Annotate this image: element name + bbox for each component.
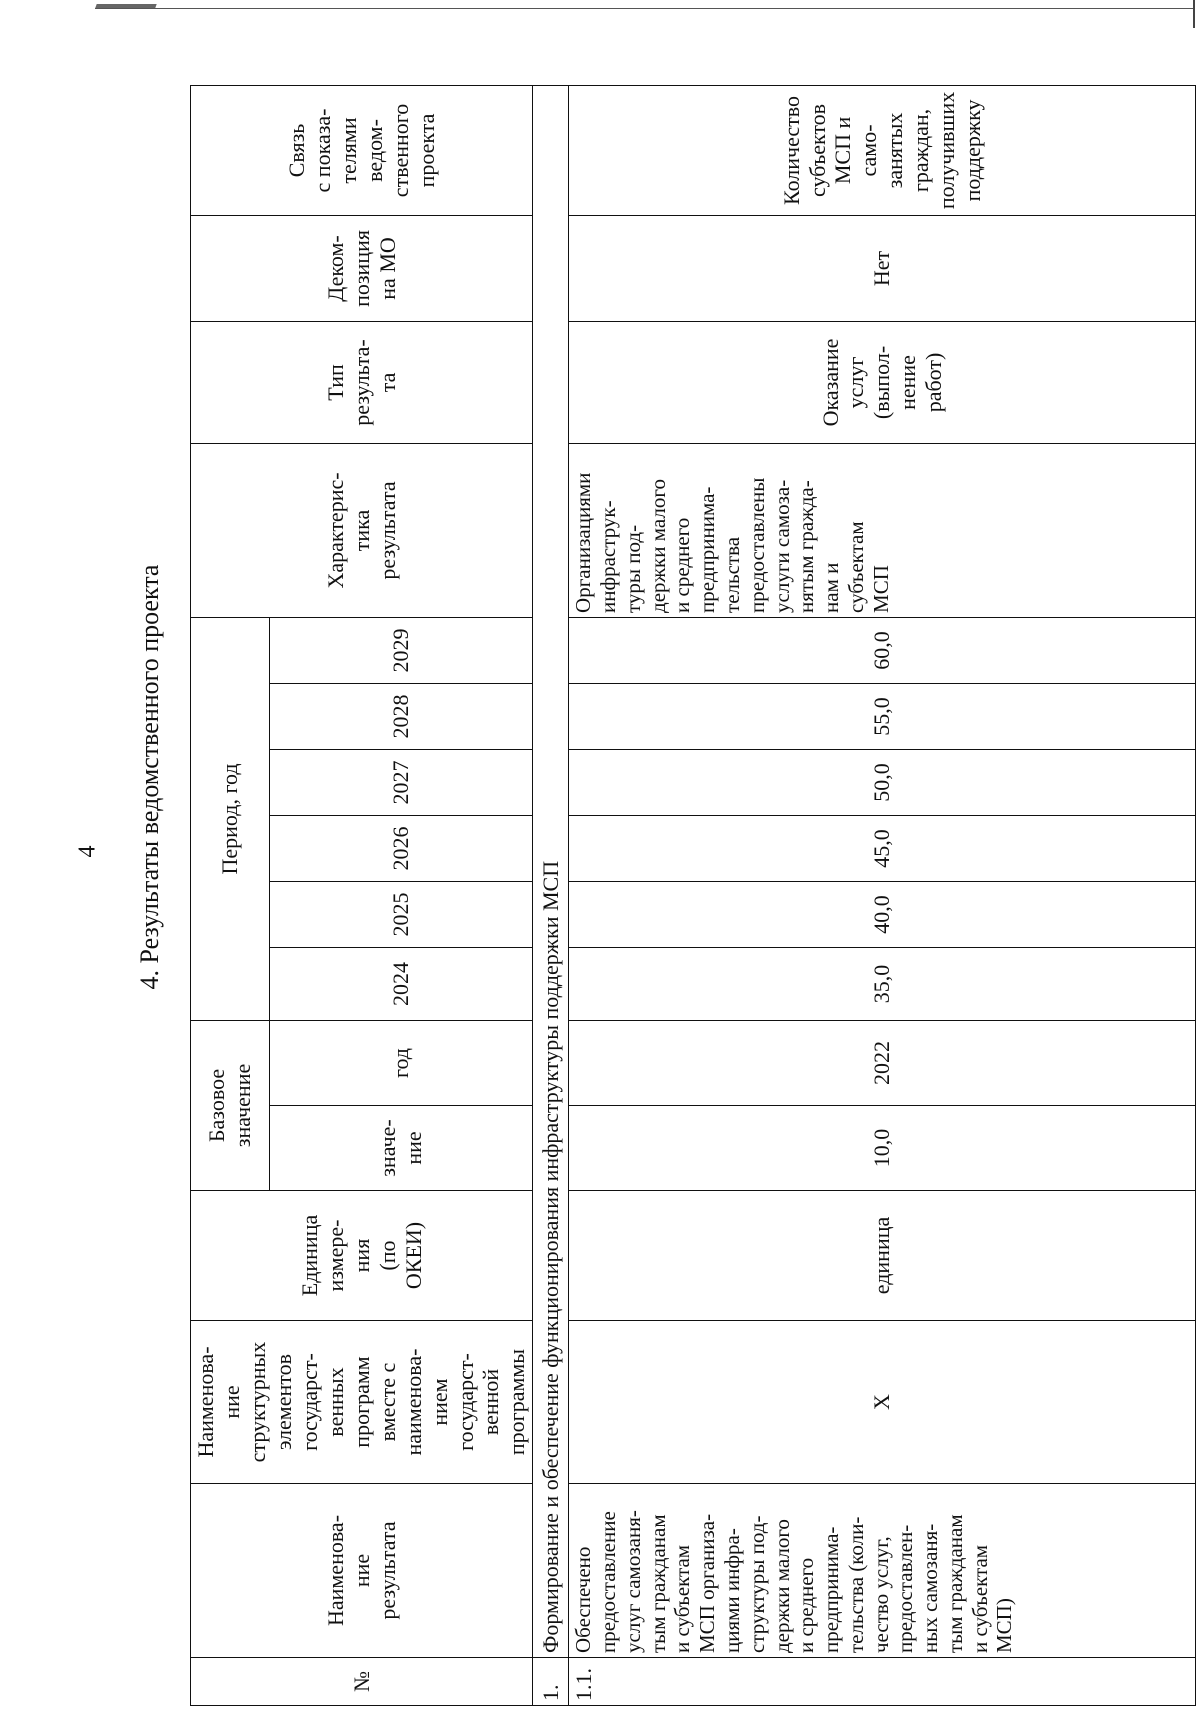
- header-characteristic: Характерис- тика результата: [191, 443, 533, 617]
- header-year-2024: 2024: [270, 948, 533, 1021]
- row-value-2025: 40,0: [569, 882, 1196, 948]
- header-base-val: значе- ние: [270, 1106, 533, 1191]
- row-value-2028: 55,0: [569, 684, 1196, 750]
- row-characteristic: Организациями инфраструк- туры под- держки малого и среднего предпринима- тельства предоставлены услуги самоза- нятым гражда- нам и субъектам МСП: [569, 443, 1196, 617]
- section-row: [533, 85, 569, 1705]
- header-link: Связь с показа- телями ведом- ственного проекта: [191, 85, 533, 215]
- scan-edge-right: [1193, 0, 1195, 28]
- row-num: 1.1.: [569, 1658, 1196, 1706]
- header-result-type: Тип результа- та: [191, 321, 533, 443]
- row-value-2026: 45,0: [569, 816, 1196, 882]
- row-result-type: Оказание услуг (выпол- нение работ): [569, 321, 1196, 443]
- row-value-2027: 50,0: [569, 750, 1196, 816]
- row-struct-elements: Х: [569, 1321, 1196, 1484]
- results-table-frame: [190, 91, 1178, 1706]
- row-base-value: 10,0: [569, 1106, 1196, 1191]
- header-row-1: [191, 85, 270, 1705]
- scan-edge-top: [95, 8, 1195, 9]
- row-value-2024: 35,0: [569, 948, 1196, 1021]
- header-base-value: Базовое значение: [191, 1021, 270, 1191]
- row-base-year: 2022: [569, 1021, 1196, 1106]
- row-decomposition: Нет: [569, 215, 1196, 321]
- header-year-2027: 2027: [270, 750, 533, 816]
- header-year-2025: 2025: [270, 882, 533, 948]
- section-row-num: 1.: [533, 1658, 569, 1706]
- header-year-2029: 2029: [270, 617, 533, 683]
- row-unit: единица: [569, 1191, 1196, 1321]
- page-number: 4: [74, 845, 101, 858]
- section-row-title: Формирование и обеспечение функционирования инфраструктуры поддержки МСП: [533, 85, 569, 1657]
- header-decomposition: Деком- позиция на МО: [191, 215, 533, 321]
- header-period: Период, год: [191, 617, 270, 1020]
- header-year-2028: 2028: [270, 684, 533, 750]
- row-result-name: Обеспечено предоставление услуг самозаня- тым гражданам и субъектам МСП организа- циями инфра- структуры под- держки малого и среднего предпринима- тельства (коли- чество услуг, предоставлен- ных самозаня- тым гражданам и субъектам МСП): [569, 1484, 1196, 1658]
- header-base-year: год: [270, 1021, 533, 1106]
- header-result-name: Наименова- ние результата: [191, 1484, 533, 1658]
- header-year-2026: 2026: [270, 816, 533, 882]
- row-value-2029: 60,0: [569, 617, 1196, 683]
- header-unit: Единица измере- ния (по ОКЕИ): [191, 1191, 533, 1321]
- header-num: №: [191, 1658, 533, 1706]
- table-row: [569, 85, 1196, 1705]
- results-table: [190, 85, 1196, 1706]
- header-struct-elements: Наименова- ние структурных элементов государст- венных программ вместе с наименова- нием государст- венной программы: [191, 1321, 533, 1484]
- row-link: Количество субъектов МСП и само- занятых граждан, получивших поддержку: [569, 85, 1196, 215]
- section-title: 4. Результаты ведомственного проекта: [135, 564, 164, 990]
